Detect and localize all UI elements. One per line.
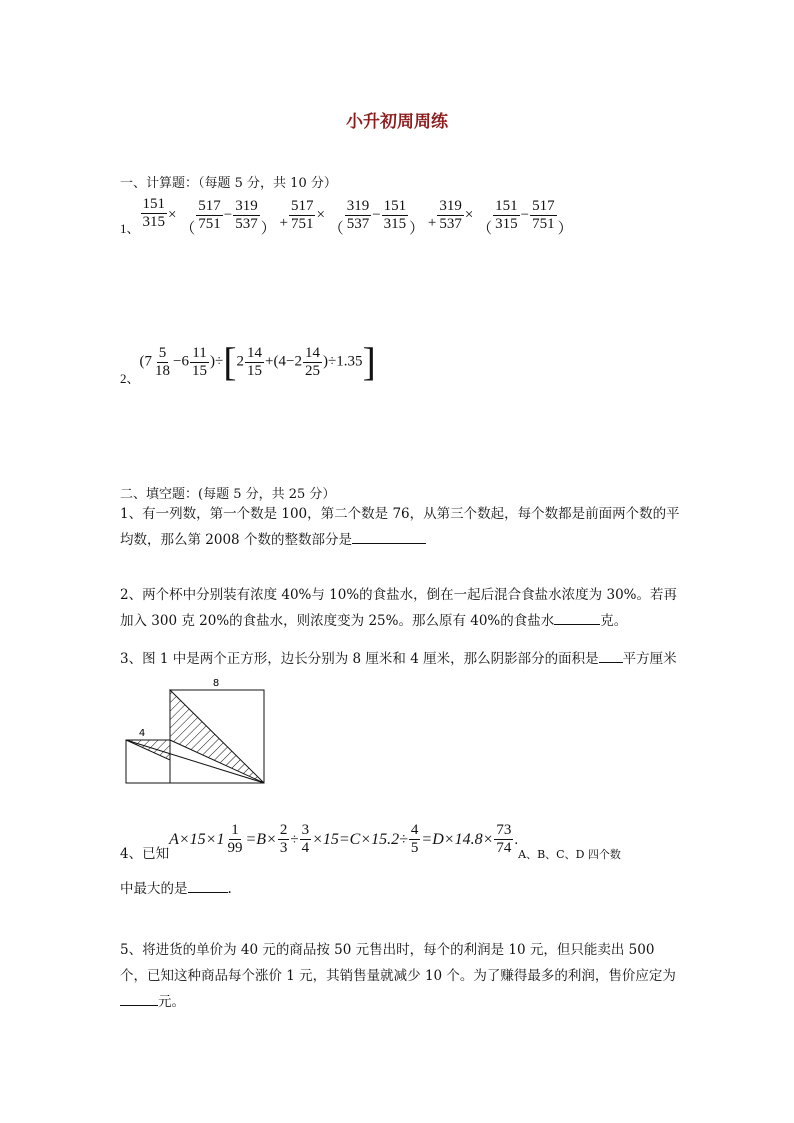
question-2-1: 1、有一列数，第一个数是 100，第二个数是 76，从第三个数起，每个数都是前面两个数的平均数，那么第 2008 个数的整数部分是: [120, 506, 680, 548]
fraction: $\frac{151}{315}$: [142, 196, 166, 230]
section-heading-fill-in: 二、填空题：(每题 5 分，共 25 分）: [120, 487, 336, 502]
question-1-1: 1、 $\frac{151}{315}$ × （ $\frac{517}{751}$ − $\frac{319}{537}$ ） + $\frac{517}{751}$ × （ $\frac{319}{537}$ − $\frac{151}{315}$ ） + $\frac{319}{537}$ × （ $\frac{151}{315}$ − $\frac{517}{751}$ ）: [120, 196, 573, 237]
question-1-2: 2、(7 $\frac{5}{18}$ −6 $\frac{11}{15}$ )÷[2 $\frac{14}{15}$ +(4−2 $\frac{14}{25}$ )÷1.35]: [120, 339, 376, 387]
answer-blank[interactable]: [352, 529, 426, 544]
fraction: $\frac{1}{99}$: [227, 822, 243, 856]
question-2-5: 5、将进货的单价为 40 元的商品按 50 元售出时，每个的利润是 10 元，但只能卖出 500 个，已知这种商品每个涨价 1 元，其销售量就减少 10 个。为了赚得最多的利润，售价应定为 元。: [120, 942, 676, 1010]
figure-1-two-squares: [120, 676, 270, 786]
shaded-region-large: [170, 690, 264, 783]
question-2-3: 3、图 1 中是两个正方形，边长分别为 8 厘米和 4 厘米，那么阴影部分的面积是 平方厘米: [120, 646, 720, 672]
fraction: $\frac{319}{537}$: [346, 198, 370, 232]
answer-blank[interactable]: [188, 878, 228, 893]
fraction: $\frac{73}{74}$: [496, 822, 512, 856]
fraction: $\frac{151}{315}$: [383, 198, 407, 232]
answer-blank[interactable]: [120, 991, 158, 1006]
fraction: $\frac{319}{537}$: [439, 198, 462, 232]
page-title: 小升初周周练: [346, 112, 448, 132]
label-4: 4: [138, 728, 146, 739]
question-2-2: 2、两个杯中分别装有浓度 40%与 10%的食盐水，倒在一起后混合食盐水浓度为 30%。若再加入 300 克 20%的食盐水，则浓度变为 25%。那么原有 40%的食盐水 克。: [120, 587, 677, 629]
shaded-region-small: [126, 740, 170, 760]
question-2-4: $_{4、已知}$A×15×1 $\frac{1}{99}$ =B× $\frac{2}{3}$ ÷ $\frac{3}{4}$ ×15=C×15.2÷ $\frac{4}{5}$ =D×14.8× $\frac{73}{74}$ $._{A、B、C、D 四个数}$: [120, 822, 621, 862]
label-8: 8: [212, 678, 220, 689]
fraction: $\frac{5}{18}$: [155, 344, 171, 379]
fraction: $\frac{517}{751}$: [290, 198, 314, 232]
section-heading-calculation: 一、计算题：（每题 5 分，共 10 分）: [120, 176, 337, 191]
fraction: $\frac{517}{751}$: [532, 198, 555, 232]
fraction: $\frac{11}{15}$: [191, 344, 207, 379]
fraction: $\frac{4}{5}$: [410, 822, 419, 856]
fraction: $\frac{319}{537}$: [235, 198, 258, 232]
fraction: $\frac{2}{3}$: [279, 822, 288, 856]
answer-blank[interactable]: [554, 610, 600, 625]
fraction: $\frac{14}{25}$: [304, 344, 320, 379]
question-2-4-line2: 中最大的是 .: [120, 876, 680, 902]
fraction: $\frac{517}{751}$: [198, 198, 221, 232]
fraction: $\frac{151}{315}$: [495, 198, 518, 232]
fraction: $\frac{14}{15}$: [247, 344, 263, 379]
answer-blank[interactable]: [599, 648, 623, 663]
fraction: $\frac{3}{4}$: [301, 822, 310, 856]
